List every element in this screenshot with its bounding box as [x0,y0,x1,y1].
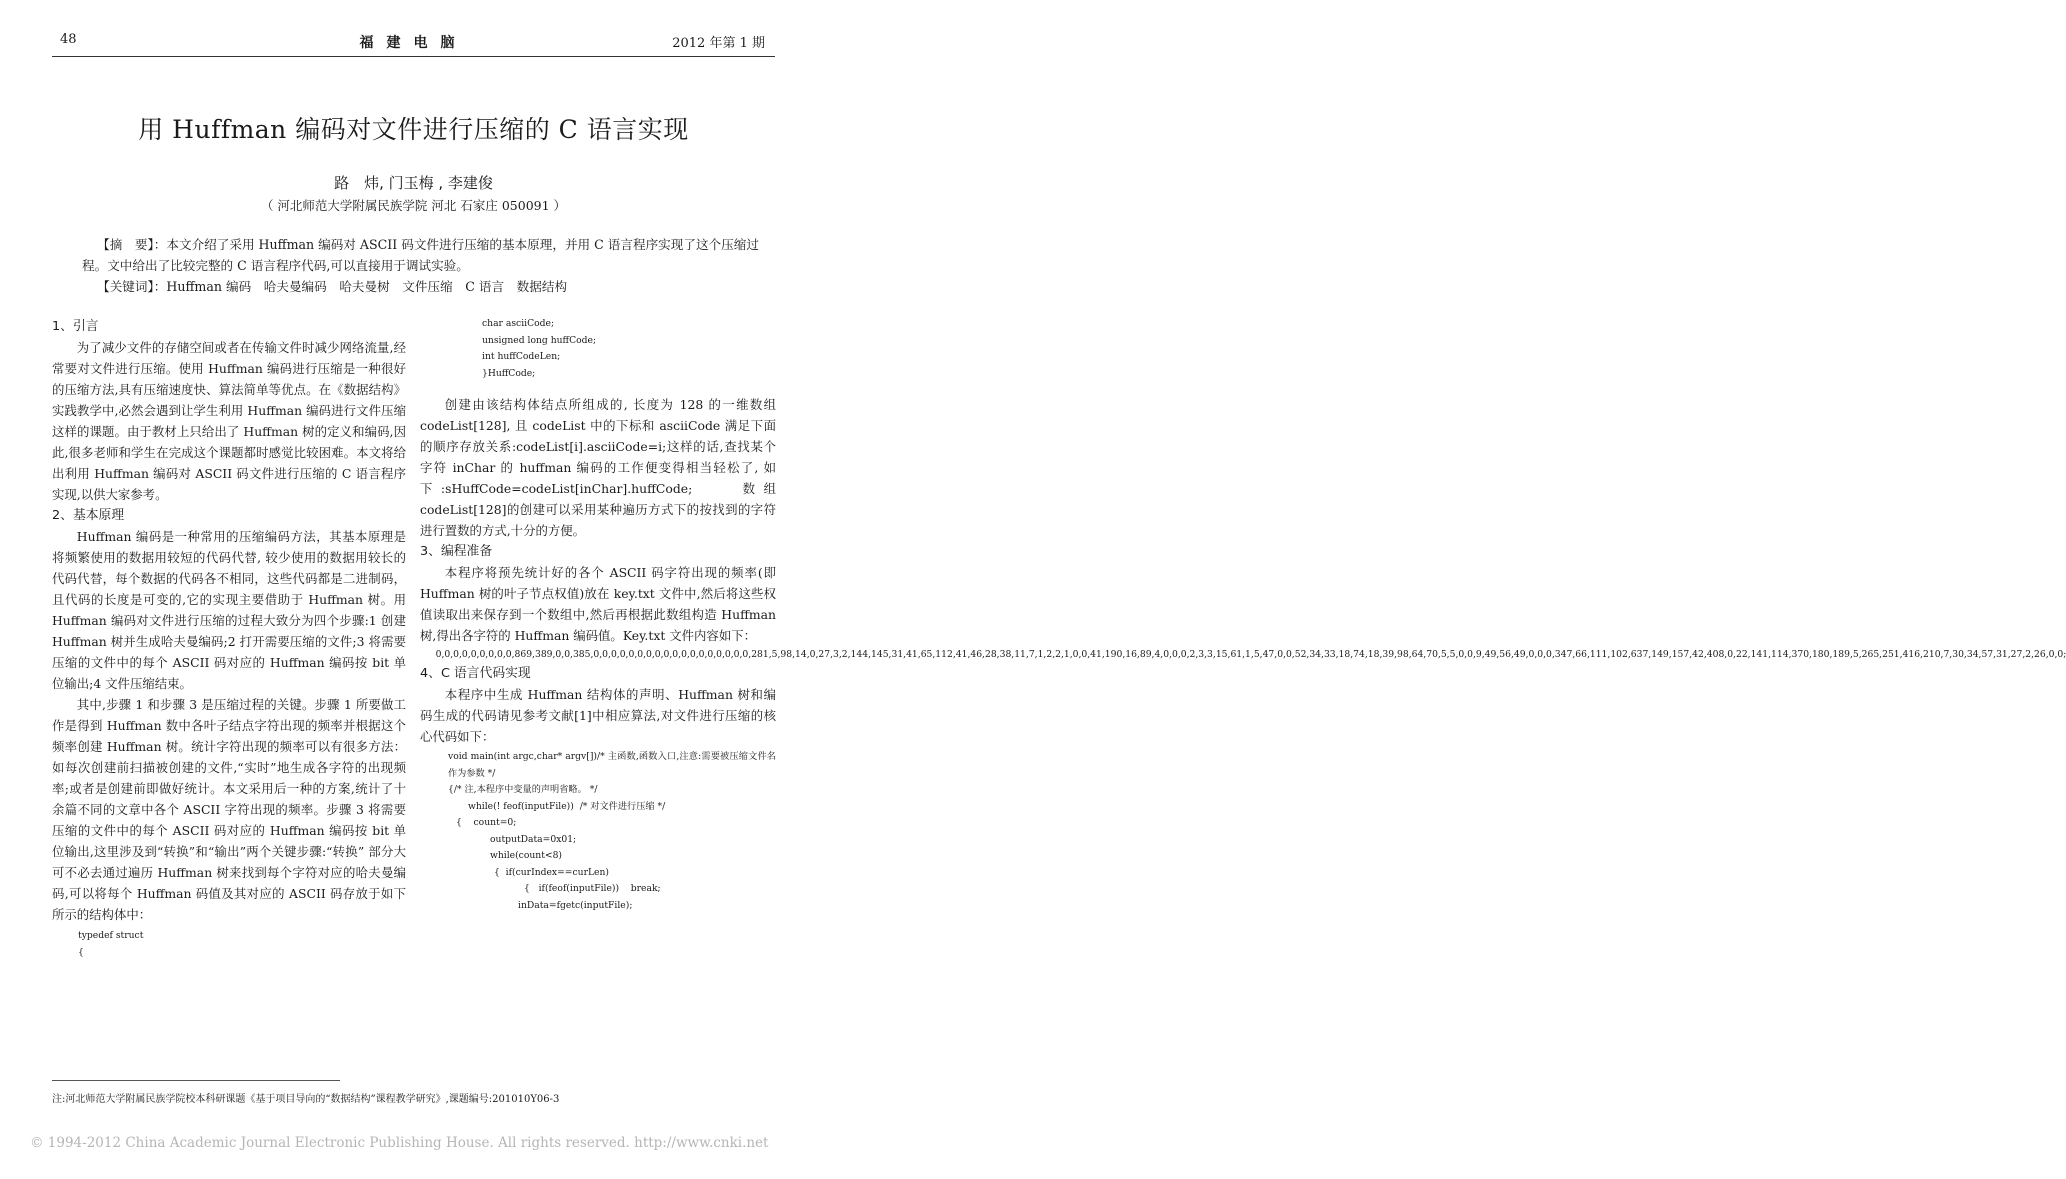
abstract-label: 【摘 要】： [97,237,167,252]
code-line: { count=0; [456,817,517,828]
code-line: {/* 注,本程序中变量的声明省略。 */ [448,784,598,795]
keywords-label: 【关键词】： [97,279,167,294]
section-heading-intro: 1、引言 [52,319,99,334]
paragraph: 为了减少文件的存储空间或者在传输文件时减少网络流量,经常要对文件进行压缩。使用 Huffman 编码进行压缩是一种很好的压缩方法,具有压缩速度快、算法简单等优点。在《数据结构》实践教学中,必然会遇到让学生利用 Huffman 编码进行文件压缩这样的课题。由于教材上只给出了 Huffman 树的定义和编码,因此,很多老师和学生在完成这个课题都时感觉比较困难。本文将给出利用 Huffman 编码对 ASCII 码文件进行压缩的 C 语言程序实现,以供大家参考。 [52,340,406,502]
journal-name: 福建电脑 [359,35,468,51]
page-number: 48 [60,32,77,47]
header-rule [52,56,775,57]
footnote: 注:河北师范大学附属民族学院校本科研课题《基于项目导向的“数据结构”课程教学研究》,课题编号:201010Y06-3 [52,1094,560,1105]
left-column [52,316,406,961]
abstract [82,234,762,297]
code-line: while(! feof(inputFile)) /* 对文件进行压缩 */ [468,800,666,812]
abstract-text: 本文介绍了采用 Huffman 编码对 ASCII 码文件进行压缩的基本原理，并用 C 语言程序实现了这个压缩过程。文中给出了比较完整的 C 语言程序代码,可以直接用于调试实验。 [82,237,759,273]
code-line: while(count<8) [490,850,563,861]
code-line: void main(int argc,char* argv[])/* 主函数,函数入口,注意:需要被压缩文件名作为参数 */ [448,751,776,779]
section-heading-code: 4、C 语言代码实现 [420,666,531,681]
code-line: inData=fgetc(inputFile); [518,899,633,911]
paragraph: Huffman 编码是一种常用的压缩编码方法，其基本原理是将频繁使用的数据用较短的代码代替, 较少使用的数据用较长的代码代替，每个数据的代码各不相同，这些代码都是二进制码，且代码的长度是可变的,它的实现主要借助于 Huffman 树。用 Huffman 编码对文件进行压缩的过程大致分为四个步骤:1 创建 Huffman 树并生成哈夫曼编码;2 打开需要压缩的文件;3 将需要压缩的文件中的每个 ASCII 码对应的 Huffman 编码按 bit 单位输出;4 文件压缩结束。 [52,529,406,691]
code-block: typedef struct { [78,930,144,958]
code-line: { if(curIndex==curLen) [494,866,610,878]
copyright-notice: © 1994-2012 China Academic Journal Electronic Publishing House. All rights reserved. http://www.cnki.net [30,1135,769,1151]
affiliation: （ 河北师范大学附属民族学院 河北 石家庄 050091 ） [260,198,567,213]
footnote-rule [52,1080,340,1081]
authors: 路 炜, 门玉梅 , 李建俊 [334,174,493,192]
section-heading-prep: 3、编程准备 [420,544,493,559]
paragraph: 本程序将预先统计好的各个 ASCII 码字符出现的频率(即 Huffman 树的叶子节点权值)放在 key.txt 文件中,然后将这些权值读取出来保存到一个数组中,然后再根据此数组构造 Huffman 树,得出各字符的 Huffman 编码值。Key.txt 文件内容如下： [420,565,776,643]
key-file-data: 0,0,0,0,0,0,0,0,0,869,389,0,0,385,0,0,0,0,0,0,0,0,0,0,0,0,0,0,0,0,0,0,281,5,98,14,0,27,3,2,144,145,31,41,65,112,41,46,28,38,11,7,1,2,2,1,0,0,41,190,16,89,4,0,0,0,2,3,3,15,61,1,5,47,0,0,52,34,33,18,74,18,39,98,64,70,5,5,0,0,9,49,56,49,0,0,0,347,66,111,102,637,149,157,42,408,0,22,141,114,370,180,189,5,265,251,416,210,7,30,34,57,31,27,2,26,0,0; [435,649,2066,660]
keywords-text: Huffman 编码 哈夫曼编码 哈夫曼树 文件压缩 C 语言 数据结构 [166,279,568,294]
paragraph: 创建由该结构体结点所组成的, 长度为 128 的一维数组 codeList[128], 且 codeList 中的下标和 asciiCode 满足下面的顺序存放关系:codeList[i].asciiCode=i;这样的话,查找某个字符 inChar 的 huffman 编码的工作便变得相当轻松了, 如下:sHuffCode=codeList[inChar].huffCode; 数组 codeList[128]的创建可以采用某种遍历方式下的按找到的字符进行置数的方式,十分的方便。 [420,397,776,538]
paragraph: 本程序中生成 Huffman 结构体的声明、Huffman 树和编码生成的代码请见参考文献[1]中相应算法,对文件进行压缩的核心代码如下： [420,687,776,744]
right-column [420,316,2066,914]
paragraph: 其中,步骤 1 和步骤 3 是压缩过程的关键。步骤 1 所要做工作是得到 Huffman 数中各叶子结点字符出现的频率并根据这个频率创建 Huffman 树。统计字符出现的频率可以有很多方法：如每次创建前扫描被创建的文件,“实时”地生成各字符的出现频率;或者是创建前即做好统计。本文采用后一种的方案,统计了十余篇不同的文章中各个 ASCII 字符出现的频率。步骤 3 将需要压缩的文件中的每个 ASCII 码对应的 Huffman 编码按 bit 单位输出,这里涉及到“转换”和“输出”两个关键步骤:“转换” 部分大可不必去通过遍历 Huffman 树来找到每个字符对应的哈夫曼编码,可以将每个 Huffman 码值及其对应的 ASCII 码存放于如下所示的结构体中： [52,697,406,922]
issue-label: 2012 年第 1 期 [672,36,765,51]
code-line: outputData=0x01; [490,833,577,845]
code-line: { if(feof(inputFile)) break; [524,883,661,894]
code-block: char asciiCode; unsigned long huffCode; int huffCodeLen; }HuffCode; [482,318,597,379]
section-heading-principle: 2、基本原理 [52,508,125,523]
paper-title: 用 Huffman 编码对文件进行压缩的 C 语言实现 [138,115,689,144]
